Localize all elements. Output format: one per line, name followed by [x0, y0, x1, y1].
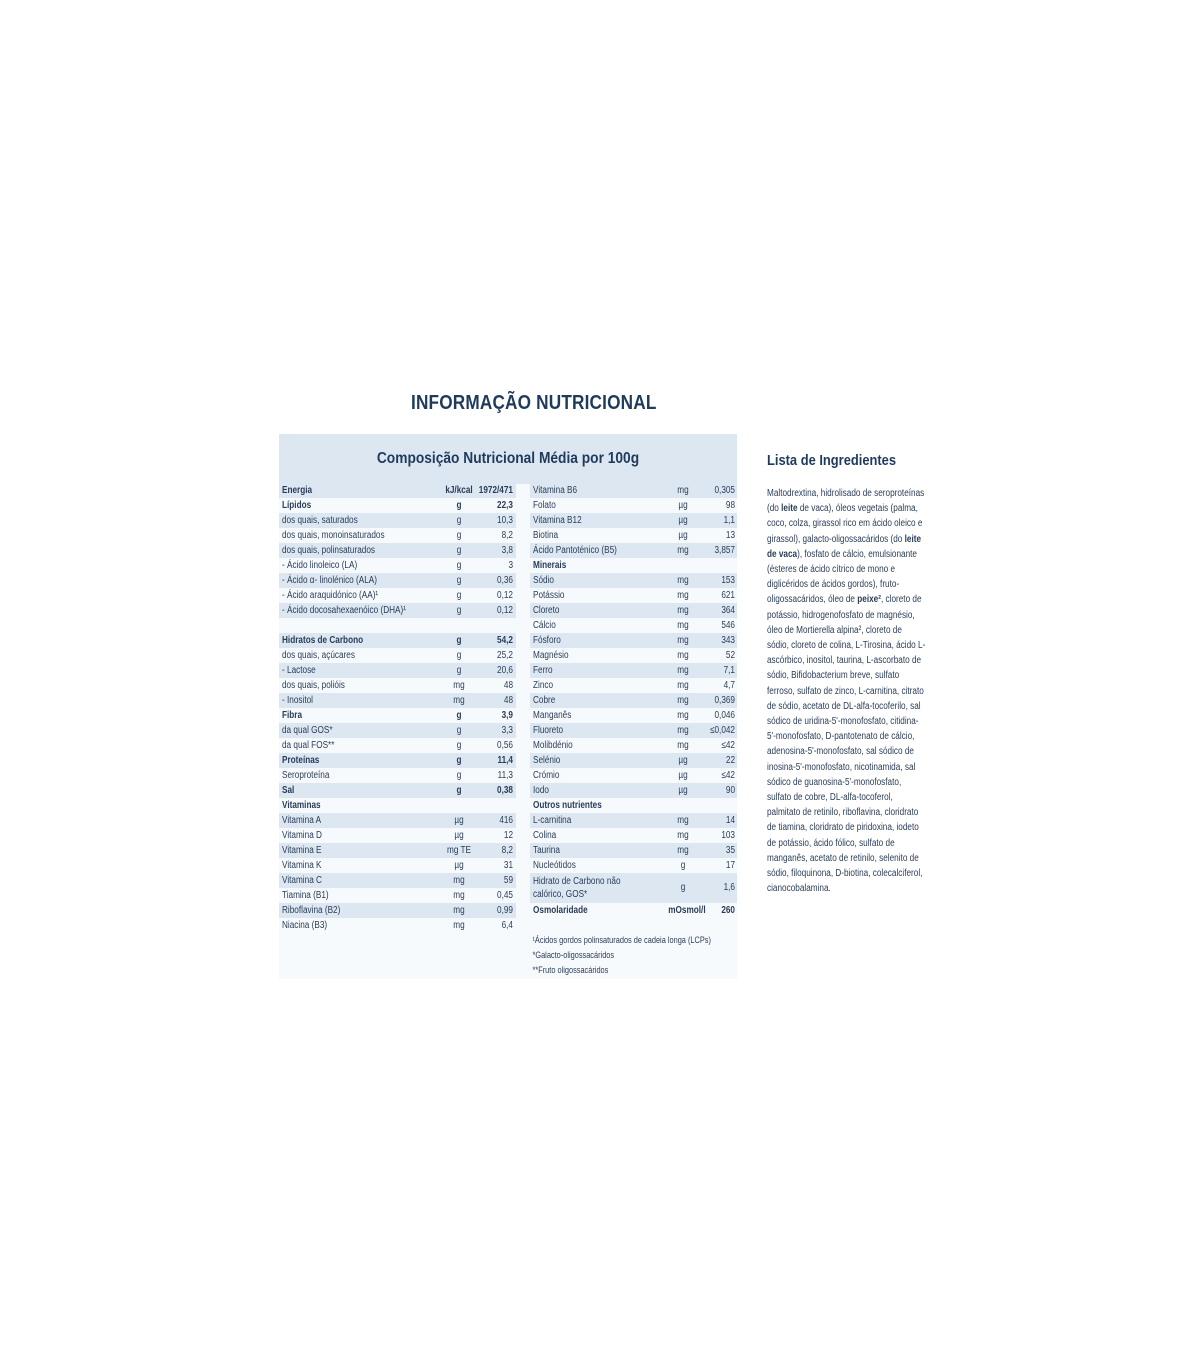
- nutrient-name: Proteínas: [282, 755, 320, 766]
- nutrient-value: 4,7: [723, 680, 735, 691]
- nutrient-name: Vitamina D: [282, 830, 322, 841]
- nutrient-unit: g: [456, 605, 462, 616]
- nutrient-value: 22,3: [497, 500, 513, 511]
- nutrient-row: [279, 603, 516, 618]
- nutrient-unit: mg: [677, 605, 689, 616]
- nutrient-name: da qual FOS**: [282, 740, 335, 751]
- nutrient-row: [279, 558, 516, 573]
- nutrient-unit: g: [456, 575, 462, 586]
- ingredients-line: sódico de uridina-5'-monofosfato, citidina-: [767, 716, 919, 728]
- nutrient-row: [530, 903, 737, 918]
- nutrient-value: 1,1: [723, 515, 735, 526]
- nutrient-row: [279, 543, 516, 558]
- nutrient-value: 260: [721, 905, 735, 916]
- nutrient-row: [279, 573, 516, 588]
- nutrient-value: 1972/471: [478, 485, 513, 496]
- nutrient-name: Zinco: [533, 680, 554, 691]
- nutrient-row: [530, 693, 737, 708]
- nutrient-row: [530, 753, 737, 768]
- nutrient-name: da qual GOS*: [282, 725, 333, 736]
- ingredients-title: Lista de Ingredientes: [767, 452, 897, 469]
- nutrient-unit: mg: [677, 650, 689, 661]
- nutrient-name: - Lactose: [282, 665, 316, 676]
- nutrient-name: - Ácido α- linolénico (ALA): [282, 575, 377, 586]
- nutrient-value: 17: [725, 860, 735, 871]
- nutrient-value: 11,3: [497, 770, 513, 781]
- nutrient-name: Cloreto: [533, 605, 560, 616]
- nutrient-value: 8,2: [501, 530, 513, 541]
- nutrient-name: Osmolaridade: [533, 905, 588, 916]
- nutrient-unit: mg: [677, 545, 689, 556]
- nutrient-value: 3,8: [501, 545, 513, 556]
- nutrient-name: Fluoreto: [533, 725, 564, 736]
- nutrient-name: Cobre: [533, 695, 556, 706]
- nutrition-column-right: [530, 483, 737, 918]
- nutrient-unit: µg: [678, 770, 688, 781]
- nutrient-row: [279, 753, 516, 768]
- footnote: *Galacto-oligossacáridos: [532, 950, 615, 960]
- nutrient-name: Iodo: [533, 785, 549, 796]
- nutrient-value: 12: [503, 830, 513, 841]
- nutrient-unit: mg: [677, 725, 689, 736]
- nutrient-row: [530, 498, 737, 513]
- nutrient-name: Vitamina E: [282, 845, 322, 856]
- nutrient-unit: µg: [678, 515, 688, 526]
- ingredients-line: Maltodrextina, hidrolisado de seroproteínas: [767, 488, 925, 499]
- nutrient-name: Vitamina K: [282, 860, 322, 871]
- ingredients-line: óleo de Mortierella alpina², cloreto de: [767, 624, 902, 636]
- nutrient-row: [530, 798, 737, 813]
- nutrient-row: [279, 648, 516, 663]
- nutrient-unit: g: [456, 545, 462, 556]
- nutrient-value: 35: [725, 845, 735, 856]
- nutrient-unit: mg: [453, 875, 465, 886]
- nutrient-name: - Inositol: [282, 695, 313, 706]
- nutrient-row: [279, 618, 516, 633]
- ingredients-line: coco, colza, girassol rico em ácido oleico e: [767, 518, 923, 530]
- nutrient-name: - Ácido docosahexaenóico (DHA)¹: [282, 605, 406, 616]
- ingredients-line: adenosina-5'-monofosfato, sal sódico de: [767, 746, 914, 758]
- nutrient-row: [530, 708, 737, 723]
- nutrient-unit: µg: [678, 500, 688, 511]
- nutrient-value: 0,046: [714, 710, 735, 721]
- nutrient-unit: mg: [453, 920, 465, 931]
- ingredients-line: diglicéridos de ácidos gordos), fruto-: [767, 579, 900, 591]
- nutrient-value: ≤42: [721, 770, 735, 781]
- nutrient-row: [279, 588, 516, 603]
- nutrient-row: [279, 663, 516, 678]
- nutrient-name: Taurina: [533, 845, 560, 856]
- nutrient-unit: mg: [453, 905, 465, 916]
- nutrient-name: Fibra: [282, 710, 303, 721]
- nutrient-row: [530, 783, 737, 798]
- nutrient-row: [279, 798, 516, 813]
- nutrient-value: 22: [725, 755, 735, 766]
- nutrient-unit: g: [456, 500, 462, 511]
- nutrient-row: [530, 618, 737, 633]
- ingredients-line: de tiamina, cloridrato de piridoxina, iodeto: [767, 822, 919, 834]
- nutrient-value: 54,2: [497, 635, 513, 646]
- nutrient-value: 343: [721, 635, 735, 646]
- ingredients-line: sulfato de cobre, DL-alfa-tocoferol,: [767, 792, 893, 804]
- nutrient-name: Magnésio: [533, 650, 569, 661]
- nutrient-unit: mg: [677, 845, 689, 856]
- ingredients-line: manganês, acetato de retinilo, selenito de: [767, 852, 919, 864]
- nutrient-unit: mOsmol/l: [668, 905, 706, 916]
- nutrient-name: Outros nutrientes: [533, 800, 602, 811]
- nutrient-value: 52: [725, 650, 735, 661]
- nutrient-row: [530, 588, 737, 603]
- nutrient-unit: g: [456, 515, 462, 526]
- nutrient-unit: mg: [677, 590, 689, 601]
- nutrient-unit: mg: [677, 815, 689, 826]
- nutrient-row: [279, 903, 516, 918]
- nutrient-row: [279, 918, 516, 933]
- nutrient-unit: mg: [453, 890, 465, 901]
- nutrient-name: Molibdénio: [533, 740, 573, 751]
- page-title: INFORMAÇÃO NUTRICIONAL: [411, 392, 657, 414]
- nutrient-name: Sal: [282, 785, 295, 796]
- nutrient-name: Seroproteína: [282, 770, 330, 781]
- nutrient-value: ≤0,042: [709, 725, 735, 736]
- ingredients-line: sódio, filoquinona, D-biotina, colecalciferol,: [767, 868, 923, 880]
- nutrient-unit: mg: [677, 830, 689, 841]
- nutrient-value: 0,56: [497, 740, 513, 751]
- nutrient-row: [530, 528, 737, 543]
- nutrient-unit: mg: [677, 620, 689, 631]
- nutrient-row: [279, 738, 516, 753]
- nutrient-value: 3,3: [501, 725, 513, 736]
- nutrient-unit: g: [456, 725, 462, 736]
- ingredients-line: ferroso, sulfato de zinco, L-carnitina, citrato: [767, 685, 924, 697]
- nutrient-name: Cálcio: [533, 620, 556, 631]
- nutrient-name: Sódio: [533, 575, 554, 586]
- nutrient-name: Ferro: [533, 665, 553, 676]
- nutrient-name: Biotina: [533, 530, 559, 541]
- nutrient-value: 48: [503, 695, 513, 706]
- nutrient-value: 11,4: [497, 755, 513, 766]
- nutrient-value: 14: [725, 815, 735, 826]
- nutrient-unit: mg: [677, 575, 689, 586]
- nutrient-unit: g: [456, 740, 462, 751]
- nutrient-value: 1,6: [723, 882, 735, 893]
- nutrient-value: 621: [721, 590, 735, 601]
- nutrient-value: 48: [503, 680, 513, 691]
- nutrient-row: [279, 693, 516, 708]
- nutrient-name: Minerais: [533, 560, 567, 571]
- nutrient-value: 0,305: [714, 485, 735, 496]
- nutrient-row: [530, 768, 737, 783]
- nutrient-value: 0,38: [497, 785, 513, 796]
- nutrient-value: 0,45: [497, 890, 513, 901]
- nutrient-row: [279, 843, 516, 858]
- nutrient-value: 3,857: [714, 545, 735, 556]
- nutrient-unit: g: [680, 860, 686, 871]
- nutrient-row: [279, 873, 516, 888]
- nutrient-row: [530, 573, 737, 588]
- nutrient-row: [279, 783, 516, 798]
- nutrient-row: [279, 828, 516, 843]
- ingredients-line: de potássio, ácido fólico, sulfato de: [767, 837, 895, 849]
- nutrient-name: Tiamina (B1): [282, 890, 329, 901]
- nutrient-value: 153: [721, 575, 735, 586]
- nutrient-unit: µg: [454, 830, 464, 841]
- nutrient-value: 0,12: [497, 605, 513, 616]
- ingredients-list: [767, 486, 939, 896]
- nutrient-value: 3: [508, 560, 513, 571]
- nutrient-name: Energia: [282, 485, 313, 496]
- nutrient-unit: g: [456, 635, 462, 646]
- nutrient-name: - Ácido linoleico (LA): [282, 560, 358, 571]
- nutrient-row: [530, 603, 737, 618]
- nutrient-unit: g: [456, 650, 462, 661]
- nutrient-row: [530, 483, 737, 498]
- nutrient-name: Lípidos: [282, 500, 312, 511]
- nutrient-value: 59: [503, 875, 513, 886]
- nutrient-unit: µg: [454, 815, 464, 826]
- nutrient-unit: mg: [677, 740, 689, 751]
- ingredients-line: de vaca), fosfato de cálcio, emulsionante: [767, 548, 917, 560]
- nutrient-value: 98: [725, 500, 735, 511]
- nutrient-value: 0,36: [497, 575, 513, 586]
- nutrient-row: [530, 558, 737, 573]
- nutrient-name: Crómio: [533, 770, 560, 781]
- ingredients-line: cianocobalamina.: [767, 883, 831, 895]
- nutrient-name: Colina: [533, 830, 557, 841]
- nutrient-unit: mg: [677, 695, 689, 706]
- nutrient-unit: mg: [677, 485, 689, 496]
- nutrient-row: [279, 633, 516, 648]
- ingredients-line: (ésteres de ácido cítrico de mono e: [767, 564, 896, 576]
- nutrient-name: Potássio: [533, 590, 565, 601]
- nutrient-value: 25,2: [497, 650, 513, 661]
- nutrient-value: 546: [721, 620, 735, 631]
- nutrient-value: 364: [721, 605, 735, 616]
- ingredients-line: de sódio, acetato de DL-alfa-tocoferilo, sal: [767, 700, 921, 712]
- nutrient-row: [530, 843, 737, 858]
- nutrient-value: 10,3: [497, 515, 513, 526]
- nutrient-row: [279, 678, 516, 693]
- nutrient-name: dos quais, polinsaturados: [282, 545, 376, 556]
- nutrient-name: dos quais, polióis: [282, 680, 345, 691]
- footnote: **Fruto oligossacáridos: [532, 965, 609, 975]
- nutrient-unit: g: [456, 710, 462, 721]
- nutrient-unit: kJ/kcal: [445, 485, 473, 496]
- nutrient-name: Hidratos de Carbono: [282, 635, 364, 646]
- nutrient-name: Hidrato de Carbono não calórico, GOS*: [533, 876, 621, 900]
- nutrient-name: Ácido Pantoténico (B5): [533, 545, 617, 556]
- nutrient-name: Manganês: [533, 710, 572, 721]
- nutrient-unit: mg: [677, 635, 689, 646]
- nutrient-row: [279, 708, 516, 723]
- nutrient-name: Folato: [533, 500, 556, 511]
- nutrient-value: 8,2: [501, 845, 513, 856]
- nutrient-unit: g: [456, 560, 462, 571]
- nutrient-value: 0,99: [497, 905, 513, 916]
- ingredients-line: palmitato de retinilo, riboflavina, cloridrato: [767, 807, 919, 819]
- nutrient-row: [279, 498, 516, 513]
- ingredients-line: sódio, cloreto de colina, L-Tirosina, ácido L-: [767, 640, 926, 652]
- nutrient-unit: g: [456, 755, 462, 766]
- nutrient-name: dos quais, açúcares: [282, 650, 355, 661]
- nutrient-value: 31: [503, 860, 513, 871]
- nutrient-value: 103: [721, 830, 735, 841]
- nutrient-name: Nucleótidos: [533, 860, 576, 871]
- nutrient-value: 20,6: [497, 665, 513, 676]
- nutrient-value: ≤42: [721, 740, 735, 751]
- nutrient-row: [530, 828, 737, 843]
- nutrient-row: [530, 663, 737, 678]
- nutrient-value: 416: [499, 815, 513, 826]
- nutrient-row: [530, 633, 737, 648]
- ingredients-line: ascórbico, inositol, taurina, L-ascorbato de: [767, 655, 922, 667]
- nutrient-row: [279, 723, 516, 738]
- nutrient-row: [279, 858, 516, 873]
- nutrient-unit: mg: [677, 710, 689, 721]
- ingredients-line: inosina-5'-monofosfato, nicotinamida, sal: [767, 761, 916, 773]
- nutrient-unit: g: [456, 665, 462, 676]
- nutrient-row: [530, 813, 737, 828]
- nutrient-name: Vitamina B6: [533, 485, 578, 496]
- ingredients-line: oligossacáridos, óleo de peixe², cloreto de: [767, 594, 922, 606]
- ingredients-line: sódio, Bifidobacterium breve, sulfato: [767, 670, 900, 682]
- nutrient-unit: µg: [678, 530, 688, 541]
- nutrient-name: dos quais, monoinsaturados: [282, 530, 385, 541]
- nutrient-value: 13: [725, 530, 735, 541]
- nutrient-row: [530, 738, 737, 753]
- ingredients-line: girassol), galacto-oligossacáridos (do leite: [767, 533, 922, 545]
- nutrient-name: dos quais, saturados: [282, 515, 358, 526]
- nutrient-value: 3,9: [501, 710, 513, 721]
- nutrient-row: [279, 483, 516, 498]
- nutrition-table-title: Composição Nutricional Média por 100g: [376, 450, 640, 467]
- ingredients-line: (do leite de vaca), óleos vegetais (palma,: [767, 503, 918, 515]
- nutrient-unit: µg: [454, 860, 464, 871]
- ingredients-line: sódico de guanosina-5'-monofosfato,: [767, 776, 902, 788]
- nutrient-unit: mg: [677, 665, 689, 676]
- nutrient-name: Vitamina B12: [533, 515, 582, 526]
- footnote: ¹Ácidos gordos polinsaturados de cadeia longa (LCPs): [532, 935, 711, 945]
- nutrient-row: [530, 873, 737, 903]
- nutrient-row: [530, 543, 737, 558]
- nutrient-name: Riboflavina (B2): [282, 905, 341, 916]
- nutrient-unit: µg: [678, 755, 688, 766]
- nutrient-row: [530, 678, 737, 693]
- ingredients-line: potássio, hidrogenofosfato de magnésio,: [767, 609, 915, 621]
- nutrient-name: L-carnitina: [533, 815, 572, 826]
- nutrient-name: Niacina (B3): [282, 920, 328, 931]
- nutrient-row: [279, 888, 516, 903]
- nutrient-unit: µg: [678, 785, 688, 796]
- nutrient-name: Vitaminas: [282, 800, 321, 811]
- nutrient-unit: g: [456, 785, 462, 796]
- nutrient-unit: mg: [453, 680, 465, 691]
- nutrient-unit: mg: [453, 695, 465, 706]
- nutrient-value: 0,12: [497, 590, 513, 601]
- nutrient-name: Vitamina C: [282, 875, 322, 886]
- nutrient-name: Selénio: [533, 755, 561, 766]
- nutrient-unit: g: [680, 882, 686, 893]
- nutrient-row: [530, 858, 737, 873]
- nutrient-row: [279, 813, 516, 828]
- nutrient-row: [279, 513, 516, 528]
- nutrient-value: 6,4: [501, 920, 513, 931]
- nutrient-unit: g: [456, 770, 462, 781]
- nutrient-unit: mg TE: [446, 845, 472, 856]
- nutrient-value: 7,1: [723, 665, 735, 676]
- nutrient-value: 90: [725, 785, 735, 796]
- nutrient-value: 0,369: [714, 695, 735, 706]
- nutrient-name: - Ácido araquidónico (AA)¹: [282, 590, 379, 601]
- nutrient-row: [530, 648, 737, 663]
- nutrient-row: [530, 513, 737, 528]
- nutrient-row: [530, 723, 737, 738]
- ingredients-line: 5'-monofosfato, D-pantotenato de cálcio,: [767, 731, 915, 743]
- nutrient-row: [279, 528, 516, 543]
- footnotes: [530, 933, 737, 978]
- nutrient-unit: g: [456, 530, 462, 541]
- nutrient-name: Vitamina A: [282, 815, 322, 826]
- nutrition-column-left: [279, 483, 516, 933]
- nutrient-unit: g: [456, 590, 462, 601]
- nutrient-unit: mg: [677, 680, 689, 691]
- nutrient-name: Fósforo: [533, 635, 561, 646]
- nutrient-row: [279, 768, 516, 783]
